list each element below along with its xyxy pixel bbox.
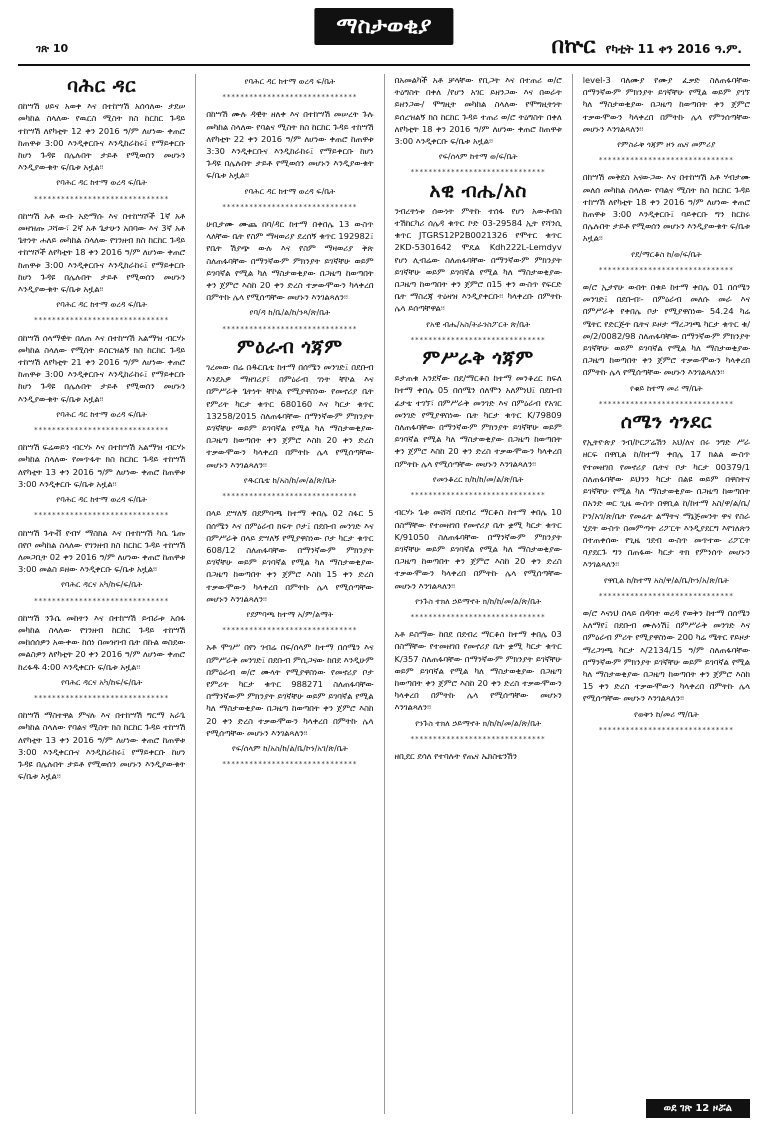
notice — [206, 108, 373, 213]
separator-line: ****************************** — [410, 168, 546, 177]
notice — [583, 607, 750, 736]
separator-line: ****************************** — [410, 491, 546, 500]
notice-issuer: የፍ/ሰላም ከተማ ወ/ፍ/ቤት — [438, 152, 518, 162]
notice-issuer: የአዊ ብሔ/አስ/ትራንስፖርት ጽ/ቤት — [426, 319, 531, 329]
notice — [206, 361, 373, 502]
notice-text: በከሣሽ መቅደስ አናውጋው እና በተከሣሽ አቶ ሃብታሙ መለሰ መካከል ስላለው የባልና ሚስት ክስ ከርከር ጉዳይ ተከሣሽ ለየካቲት 18 ቀን 2016 ዓ/ም ለሆነው ቀጠሮ ከጠዋቱ 3:00 እንዲቀርቡ፤ ባይቀርቡ ግን ከርከሩ በሌሉበት ታይቶ የሚወሰን መሆኑን እንዲያውቁት ፍ/ቤቱ አዟል፡፡ — [582, 172, 750, 244]
notice — [206, 641, 373, 770]
notice-issuer: የባሕር ዳር ከተማ ወረዳ ፍ/ቤት — [244, 77, 336, 86]
column-4 — [572, 74, 750, 1114]
separator-line: ****************************** — [410, 734, 546, 743]
notice — [583, 171, 750, 276]
notice-text: በከሣሽ ንጉሴ መከትን እና በተከሣሽ ይብራቱ አሰፋ መካከል ስላለው የገንዘብ ከርከር ጉዳይ ተከሣሽ መከሰሰዎን አውቀው ከሰነ በመዝገብ ቤት በኩል ወስደው መልስዎን ለየካቲት 20 ቀን 2016 ዓ/ም ለሆነው ቀጠሮ ከረፋዱ 4:00 እንዲቀርቡ ፍ/ቤቱ አዟል፡፡ — [18, 612, 186, 672]
notice-issuer: የፍ/ሰላም ከ/አስ/ከ/ል/ቤ/ኮን/አገ/ጽ/ቤት — [231, 743, 348, 753]
brand-name: በኵር — [551, 34, 596, 59]
notice-text: ዘቢደር ደሳለ የተባሉት የጤና ኤክስቴንሽን — [394, 750, 518, 761]
region-heading: ምዕራብ ጎጃም — [237, 335, 343, 358]
separator-line: ****************************** — [34, 426, 170, 435]
separator-line: ****************************** — [34, 511, 170, 520]
notice-issuer: የዋቢል ከ/ከተማ አስ/ዋ/ል/ቤ/ኮን/አ/ጽ/ቤት — [603, 575, 729, 585]
notice — [583, 281, 750, 410]
separator-line: ****************************** — [598, 265, 734, 274]
notice-text: በከሣሽ ሰላማዊት በለጠ እና በተከሣሽ አልማዝ ብርሃኑ መካከል ስላለው የሚስት ይስርዝልኝ ክስ ከርከር ጉዳይ ተከሣሽ ለየካቲት 21 ቀን 2016 ዓ/ም ለሆነው ቀጠሮ ከጠዋቱ 3:00 እንዲቀርቡና እንዲከራከሩ፤ የማይቀርቡ ከሆነ ጉዳዩ በሌሉበት ታይቶ የሚወሰን መሆኑን እንዲያውቁት ፍ/ቤቱ አዟል፡፡ — [18, 332, 186, 404]
notice-text: ንብረትነቱ ሰውነት ምትኩ ተሰፋ የሆነ አውቶብስ ተሽከርካሪ ሰሌዳ ቁጥር ኮድ 03-29584 ኢት የሻንሲ ቁጥር JTGRS12P2B0021326 የሞተር ቁጥር 2KD-5301642 ሞዴል Kdh222L-Lemdyv የሆነ ሊብሬው ስለጠፋባቸው በማንኛውም ምክንያት ይገኛቸሁ ወይም ይገባኛል የሚል ካለ ማስታወቂያው በጋዜጣ ከወጣበት ቀን ጀምሮ በ15 ቀን ውስጥ የፍርድ ቤት ማስረጃ ትዕዛዝ እንዲያቀርቡ፡፡ ካላቀረቡ በምትኩ ሌላ ይሰጣቸዋል፡፡ — [394, 205, 562, 314]
notice-text: ይታጠቁ አንደኛው በደ/ማርቆስ ከተማ መንቆረር ክፍለ ከተማ ቀበሌ 05 በሰሜን ሰለሞን አለምነህ፤ በደቡብ ፊታቴ ተገኘ፣ በምሥራቅ መንገድ እና በምዕራብ የአገር መንገድ የሚያዋስነው ቤት ካርታ ቁጥር K/79809 ስለጠፋባቸው በማንኛውም ምክንያት ይገኛቸሁ ወይም ይገባኛል የሚል ካለ ማስታወቂያው በጋዜጣ ከወጣበት ቀን ጀምሮ እስከ 20 ቀን ድረስ ተቃውሞውን ካላቀረበ በምትኩ ሌላ የሚሰጣቸው መሆኑን እንገልጻለን፡፡ — [394, 373, 562, 469]
separator-line: ****************************** — [34, 194, 170, 203]
issue-date: የካቲት 11 ቀን 2016 ዓ.ም. — [605, 42, 742, 56]
separator-line: ****************************** — [222, 492, 358, 501]
notice-issuer: የዱርቤቴ ከ/አስ/ከ/መ/ል/ጽ/ቤት — [243, 475, 336, 485]
notice — [18, 709, 185, 782]
notice-text: በከሣሽ ሙሉ ዳዊት ዘለቀ እና በተከሣሽ መሠረት ጉሉ መካከል ስላለው የባልና ሚስት ክስ ከርከር ጉዳይ ተከሣሽ ለየካቲት 22 ቀን 2016 ዓ/ም ለሆነው ቀጠሮ ከጠዋቱ 3:30 እንዲቀርቡና እንዲከራከሩ፤ የማይቀርቡ ከሆነ ጉዳዩ በሌሉበት ታይቶ የሚወሰን መሆኑን እንዲያውቁት ፍ/ቤቱ አዟል፡፡ — [206, 109, 374, 181]
column-3 — [384, 74, 562, 1114]
notice — [18, 100, 185, 205]
continued-tab: ወደ ገጽ 12 ዞሯል — [646, 1099, 750, 1118]
notice-issuer: የባሕር ዳርና አካ/ከፍ/ፍ/ቤት — [60, 677, 143, 687]
notice-issuer: የባሕር ዳር ከተማ ወረዳ ፍ/ቤት — [56, 178, 147, 188]
notice — [395, 74, 562, 179]
notice — [206, 218, 373, 335]
notice-text: ገረመው በሬ በዱርቤቴ ከተማ በሰሜን መንገድ፤ በደቡብ እንደአዎ ማዘገሪያ፣ በምዕራብ ገነት ቸኮል እና በምሥራቅ ጌትነት ቸኮል የሚያዋስነው የመኖሪያ ቤት የምሪት ካርታ ቁጥር 680160 እና ካርታ ቁጥር 13258/2015 ስለጠፋባቸው በማንኛውም ምክንያት ይገኛቸሁ ወይም ይገባኛል የሚል ካለ ማስታወቂያው በጋዜጣ ከወጣበት ቀን ጀምሮ እስከ 20 ቀን ድረስ ተቃውሞውን ካላቀረበ በምትኩ ሌላ የሚሰጣቸው መሆኑን እንገልጻለን፡፡ — [206, 362, 374, 470]
separator-line: ****************************** — [598, 591, 734, 600]
notice-text: አቶ ሞገሥ በየነ ገብሬ በፍ/ሰላም ከተማ በሰሜን እና በምሥራቅ መንገድ፤ በደቡብ ምሲጋናው ከበደ እንዲሁም በምዕራብ ወ/ሮ ሙላት የሚያዋስነው የመኖሪያ ቦታ የምሪት ካርታ ቁጥር 988271 ስለጠፋባቸው በማንኛውም ምክንያት ይገኛቸሁ ወይም ይገባኛል የሚል ካለ ማስታወቂያው በጋዜጣ ከወጣበት ቀን ጀምሮ እስከ 20 ቀን ድረስ ተቃውሞውን ካላቀረበ በምትኩ ሌላ የሚሰጣቸው መሆኑን እንገልጻለን፡፡ — [206, 642, 374, 738]
notice — [206, 76, 373, 103]
region-heading: ባሕር ዳር — [67, 75, 137, 97]
notice-text: level-3 ባለሙያ የሙያ ፈቃድ ስለጠፋባቸው በማንኛውም ምክንያት ይገኛቸሁ የሚል ወይም ያገኘ ካለ ማስታወቂያው በጋዜጣ ከወጣበት ቀን ጀምሮ ተቃውሞውን ካላቀረበ በምትኩ ሌላ የምንሰጣቸው መሆኑን እንገልጻለን፡፡ — [582, 75, 750, 134]
separator-line: ****************************** — [410, 335, 546, 344]
notice-issuer: የባሕር ዳርና አካ/ከፍ/ፍ/ቤት — [60, 580, 143, 590]
notice-issuer: የወቅን ከ/መሪ ማ/ቤት — [633, 709, 699, 719]
separator-line: ****************************** — [34, 316, 170, 325]
separator-line: ****************************** — [598, 725, 734, 734]
notice — [18, 441, 185, 521]
notice-issuer: የንጉስ ተክለ ኃይማኖት ክ/ከ/ከ/መ/ል/ጽ/ቤት — [415, 718, 542, 728]
notice-issuer: የደምባጫ ከተማ አ/ም/ልማት — [246, 609, 334, 619]
notice — [583, 74, 750, 166]
notice-text: አቶ ይስማው ከበደ በደብረ ማርቆስ ከተማ ቀበሌ 03 በስማቸው የተመዘገበ የመኖሪያ ቤት ቋሚ ካርታ ቁጥር K/357 ስለጠፋባቸው በማንኛውም ምክንያት ይገኛቸሁ ወይም ይገባኛል የሚል ካለ ማስታወቂያው በጋዜጣ ከወጣበት ቀን ጀምሮ እስከ 20 ቀን ድረስ ተቃውሞውን ካላቀረበ በምትኩ ሌላ የሚሰጣቸው መሆኑን እንገልጻለን፡፡ — [394, 629, 562, 713]
notice — [18, 332, 185, 437]
notice-issuer: የባሕር ዳር ከተማ ወረዳ ፍ/ቤት — [56, 300, 147, 310]
notice — [206, 507, 373, 636]
region-heading: ሰሜን ጎንደር — [620, 411, 713, 434]
notice-text: በላይ ደሣለኝ በደምባጫ ከተማ ቀበሌ 02 ስፋር 5 በሰሜን እና በምዕራብ ክፍት ቦታ፤ በደቡብ መንገድ እና በምሥራቅ በላይ ደሣለኝ የሚያዋስነው ቦታ ካርታ ቁጥር 608/12 ስለጠፋባቸው በማንኛውም ምክንያት ይገኛቸሁ ወይም ይገባኛል የሚል ካለ ማስታወቂያው በጋዜጣ ከወጣበት ቀን ጀምሮ እስከ 15 ቀን ድረስ ተቃውሞውን ካላቀረበ በምትኩ ሌላ የሚሰጣቸው መሆኑን እንገልጻለን፡፡ — [206, 508, 374, 604]
notice — [18, 612, 185, 704]
notice-text: በከሣሽ ጉትቭ የብሃ ማስክል እና በተከሣሽ ካሴ ጌጡ በየቦ መካከል ስላለው የገንዘብ ክስ ከርከር ጉዳይ ተከሣሽ ለመጋቢት 02 ቀን 2016 ዓ/ም ለሆነው ቀጠሮ ከጠዋቱ 3:00 መልስ ይዘው እንዲቀርቡ ፍ/ቤቱ አዟል፡፡ — [18, 527, 186, 575]
notice — [583, 436, 750, 602]
notice-text: በከሣሽ ማስተዋል ምናሉ እና በተከሣሽ ግርማ አራጌ መካከል ስላለው የባልና ሚስት ክስ ከርከር ጉዳይ ተከሣሽ ለየካቲት 13 ቀን 2016 ዓ/ም ለሆነው ቀጠሮ ከጠዋቱ 3:00 እንዲቀርቡና እንዲከራከሩ፤ የማይቀርቡ ከሆነ ጉዳዩ በሌሉበት ታይቶ የሚወሰን መሆኑን እንዲያውቁት ፍ/ቤቱ አዟል፡፡ — [18, 710, 186, 782]
notice-text: በከሣሽ ሀይና አወቀ እና በተከሣሽ አሰሳለው ታደሠ መካከል ስላለው የዉርስ ሚስት ክስ ከርከር ጉዳይ ተከሣሽ ለየካቲት 12 ቀን 2016 ዓ/ም ለሆነው ቀጠሮ ከጠዋቱ 3:00 እንዲቀርቡና እንዲከራከሩ፤ የማይቀርቡ ከሆነ ጉዳዩ በሌሉበት ታይቶ የሚወሰን መሆኑን እንዲያውቁት ፍ/ቤቱ አዟል፡፡ — [18, 101, 186, 173]
notice-text: የኢትዮጵያ ንብ/ኮርፖሬሽን አህ/ለና በሩ ንግድ ሥራ ዘርፍ በዋቢል ከ/ከተማ ቀበሌ 17 ክልል ውስጥ የተመዘገበ የመኖሪያ ቤትና ቦታ ካርታ 00379/1 ስለጠፋባቸው ይህንን ካርታ በልዩ ወይም በዋስትና ይገኛቸሁ የሚል ካለ ማስታወቂያው በጋዜጣ ከወጣበት በአንድ ወር ጊዜ ውስጥ በዋቢል ከ/ከተማ አስ/ዋ/ል/ቤ/ኮን/አገ/ጽ/ቤት የመሬት ልማትና ማኔጅመንት ዋና የስራ ሂደት ውስጥ በመምጣት ሪፖርት እንዲያደርግ እየገለጽን በተጠቀሰው የጊዜ ገደብ ውስጥ መጥተው ሪፖርት ባያደርጉ ግን በጠፋው ካርታ ትክ የምንሰጥ መሆኑን እንገልጻለን፡፡ — [582, 437, 750, 570]
notice-issuer: የምስራቅ ጎጃም ዞን ጤና መምሪያ — [617, 140, 716, 150]
masthead — [18, 0, 750, 66]
notice — [395, 750, 562, 762]
separator-line: ****************************** — [222, 202, 358, 211]
separator-line: ****************************** — [222, 324, 358, 333]
notice-issuer: የባ/ዳ ከ/ቤ/ል/ከ/ንጻ/ጽ/ቤት — [249, 308, 331, 318]
separator-line: ****************************** — [598, 156, 734, 165]
notice-text: ወ/ሮ ኢታየሁ ውበት በቁይ ከተማ ቀበሌ 01 በሰሜን መንገድ፤ በደቡብ፡- በምዕራብ መለሱ መራ እና በምሥራቅ የቀበሌ ቦታ የሚያዋስነው 54.24 ካሬ ሜትር የድርጅት ቤትና ይዞታ ማረጋገጫ ካርታ ቁጥር ቁ/መ/2/0082/98 ስለጠፋባቸው በማንኛውም ምክንያት ይገኛቸሁ ወይም ይገባኛል የሚል ካለ ማስታወቂያው በጋዜጣ ከወጣበት ቀን ጀምሮ ተቃውሞውን ካላቀረበ በምትኩ ሌላ የሚሰጣቸው መሆኑን እንገልጻለን፡፡ — [582, 282, 750, 378]
notice-issuer: የባሕር ዳር ከተማ ወረዳ ፍ/ቤት — [56, 409, 147, 419]
notice-text: ብርሃኑ ጌቱ መሸሻ በደብረ ማርቆስ ከተማ ቀበሌ 10 በስማቸው የተመዘገበ የመኖሪያ ቤት ቋሚ ካርታ ቁጥር K/91050 ስለጠፋባቸው በማንኛውም ምክንያት ይገኛቸሁ ወይም ይገባኛል የሚል ካለ ማስታወቂያው በጋዜጣ ከወጣበት ቀን ጀምሮ እስከ 20 ቀን ድረስ ተቃውሞውን ካላቀረበ በምትኩ ሌላ የሚሰጣቸው መሆኑን እንገልጻለን፡፡ — [394, 507, 562, 591]
notice — [395, 372, 562, 501]
notice-issuer: የባሕር ዳር ከተማ ወረዳ ፍ/ቤት — [244, 186, 336, 196]
separator-line: ****************************** — [222, 626, 358, 635]
separator-line: ****************************** — [222, 760, 358, 769]
notice-text: በአመልካች አቶ ቻላቸው የቢጋት እና በተጠሪ ወ/ሮ ትዕግስት በቀለ /የሆን አገር ይዘንጋው እና በወራት ይዘንጋው/ ሞግዚት መካከል ስላለው የሞግዚትነት ይሰረዝልኝ ክስ ከርከር ጉዳይ ተጠሪ ወ/ሮ ትዕግስት በቀለ ለየካቲት 18 ቀን 2016 ዓ/ም ለሆነው ቀጠሮ ከጠዋቱ 3:00 እንዲቀርቡ ፍ/ቤቱ አዟል፡፡ — [394, 75, 562, 147]
notice-issuer: የባሕር ዳር ከተማ ወረዳ ፍ/ቤት — [56, 495, 147, 505]
notice-text: በከሣሽ ፍሬወይን ብርሃኑ እና በተከሣሽ አልማዝ ብርሃኑ መካከል ስላለው የመጥፋት ክስ ከርከር ጉዳይ ተከሣሽ ለየካቲት 13 ቀን 2016 ዓ/ም ለሆነው ቀጠሮ ከጠዋቱ 3:00 እንዲቀርቡ ፍ/ቤቱ አዟል፡፡ — [18, 442, 186, 489]
column-1 — [18, 74, 185, 1114]
section-title: ማስታወቂያ — [314, 8, 453, 45]
notice — [18, 527, 185, 607]
notice — [395, 628, 562, 745]
notice-issuer: የንጉስ ተክለ ኃይማኖት ክ/ከ/ከ/መ/ል/ጽ/ቤት — [415, 596, 542, 606]
notice-text: በከሣሽ አቶ ውቡ አድማሱ እና በተከሣሾች 1ኛ አቶ መዛዝጡ ጋሻው፣ 2ኛ አቶ ጌታሁን አበባው እና 3ኛ አቶ ጌትነት ሐለይ መካከል ስላለው የገንዘብ ክስ ከርከር ጉዳይ ተከሣሾች ለየካቲት 18 ቀን 2016 ዓ/ም ለሆነው ቀጠሮ ከጠዋቱ 3:00 እንዲቀርቡና እንዲከራከሩ፤ የማይቀርቡ ከሆነ ጉዳዩ በሌሉበት ታይቶ የሚወሰን መሆኑን እንዲያውቁት ፍ/ቤቱ አዟል፡፡ — [18, 210, 186, 295]
notice-issuer: የቁይ ከተማ መሪ ማ/ቤት — [630, 383, 703, 393]
separator-line: ****************************** — [34, 693, 170, 702]
separator-line: ****************************** — [222, 93, 358, 102]
notice-text: ሁቢታሙ ሙጨ በባ/ዳር ከተማ በቀበሌ 13 ውስጥ ላለቸው ቤት የስም ማዛወሪያ ደረሰኝ ቁጥር 192982፤ የቤት ሽያጭ ውሉ እና የስም ማዛወሪያ ቅጽ ስለጠፋባቸው በማንኛውም ምክንያት ይገኛቸሁ ወይም ይገባኛል የሚል ካለ ማስታወቂያው በጋዜጣ ከወጣበት ቀን ጀምሮ እስከ 20 ቀን ድረስ ተቃውሞውን ካላቀረበ በምትኩ ሌላ የሚሰጣቸው መሆኑን እንገልጻለን፡፡ — [206, 219, 374, 303]
page-number: ገጽ 10 — [36, 42, 69, 55]
notice — [395, 506, 562, 623]
region-heading: አዊ ብሔ/አስ — [429, 179, 527, 202]
separator-line: ****************************** — [598, 399, 734, 408]
region-heading: ምሥራቅ ጎጃም — [422, 347, 534, 370]
separator-line: ****************************** — [410, 612, 546, 621]
brand-date — [552, 34, 742, 59]
separator-line: ****************************** — [34, 596, 170, 605]
column-2 — [195, 74, 373, 1114]
notice-issuer: የመንቆረር ክ/ከ/ከ/መ/ል/ጽ/ቤት — [432, 474, 524, 484]
columns — [18, 66, 750, 1114]
notice-issuer: የደ/ማርቆስ ከ/ወ/ፍ/ቤት — [631, 249, 702, 259]
notice — [395, 205, 562, 346]
notice-text: ወ/ሮ እናነህ በላይ በዳባት ወረዳ የወቅን ከተማ በሰሜን አለማየ፤ በደቡብ ሙሉነሽ፤ በምሥራቅ መንገድ እና በምዕራብ ምሪት የሚያዋስነው 200 ካሬ ሜትር የይዞታ ማረጋገጫ ካርታ እ/2134/15 ዓ/ም ስለጠፋባቸው በማንኛውም ምክንያት ይገኛቸሁ ወይም ይገባኛል የሚል ካለ ማስታወቂያው በጋዜጣ ከወጣበት ቀን ጀምሮ እስከ 15 ቀን ድረስ ተቃውሞውን ካላቀረበ በምትኩ ሌላ የሚሰጣቸው መሆኑን እንገልጻለን፡፡ — [582, 607, 750, 704]
notice — [18, 210, 185, 327]
